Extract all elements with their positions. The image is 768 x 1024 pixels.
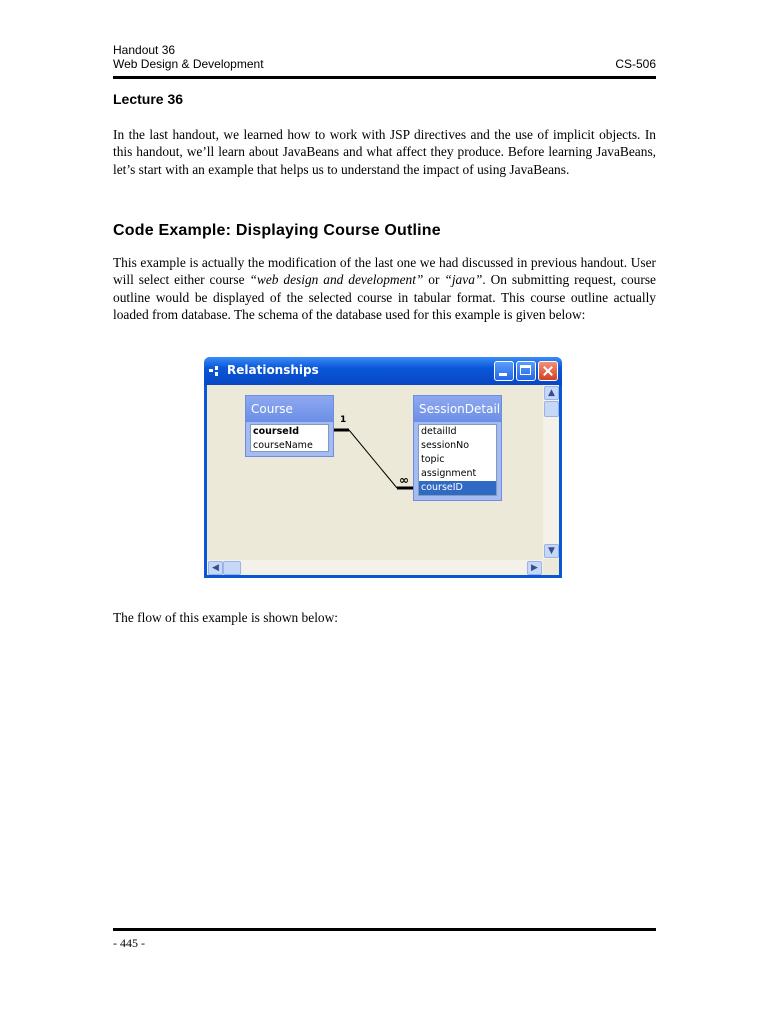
footer-rule: [113, 928, 656, 931]
scroll-right-icon[interactable]: ▶: [527, 561, 542, 575]
course-name-wdd: “web design and development”: [249, 272, 424, 288]
sessiondetail-field-topic[interactable]: topic: [421, 454, 445, 465]
many-side-label: ∞: [399, 473, 409, 487]
window-title: Relationships: [227, 363, 319, 377]
relationships-window: [204, 357, 562, 578]
course-name-java: “java”: [444, 272, 483, 288]
maximize-button[interactable]: [516, 361, 536, 381]
scroll-down-icon[interactable]: ▼: [544, 544, 559, 558]
example-text-2: or: [423, 272, 445, 288]
course-field-list: [250, 424, 329, 452]
intro-paragraph: In the last handout, we learned how to work with JSP directives and the use of implicit objects. In this handout, we’ll learn about JavaBeans and what affect they produce. Before learning JavaBeans, let’s start with an example that helps us to understand the impact of using JavaBeans.: [113, 127, 656, 177]
course-title: Web Design & Development: [113, 57, 264, 71]
sessiondetail-field-assignment[interactable]: assignment: [421, 468, 477, 479]
example-text-1: This example is actually the modification of the last one we had discussed in previous handout. User will select either course: [113, 255, 656, 288]
one-side-label: 1: [340, 415, 347, 425]
example-text-3: . On submitting request, course outline would be displayed of the selected course in tabular format. This course outline actually loaded from database. The schema of the database used for this example is given below:: [113, 272, 656, 323]
vertical-scrollbar[interactable]: [543, 385, 559, 559]
sessiondetail-field-list: [418, 424, 497, 496]
course-field-courseid[interactable]: courseId: [253, 426, 300, 437]
horizontal-scrollbar[interactable]: [207, 560, 543, 575]
scroll-left-icon[interactable]: ◀: [208, 561, 223, 575]
sessiondetail-table[interactable]: [413, 395, 502, 501]
example-paragraph: [113, 254, 656, 324]
course-code: CS-506: [615, 57, 656, 71]
lecture-title: Lecture 36: [113, 91, 184, 107]
sessiondetail-field-detailid[interactable]: detailId: [421, 426, 457, 437]
sessiondetail-table-title[interactable]: SessionDetail: [414, 396, 501, 422]
handout-number: Handout 36: [113, 43, 176, 57]
header-rule: [113, 76, 656, 79]
flow-paragraph: The flow of this example is shown below:: [113, 610, 338, 625]
page-number: - 445 -: [113, 936, 145, 950]
sessiondetail-field-courseid[interactable]: courseID: [419, 481, 496, 495]
course-field-coursename[interactable]: courseName: [253, 440, 313, 451]
minimize-button[interactable]: [494, 361, 514, 381]
course-table-title[interactable]: Course: [246, 396, 333, 422]
sessiondetail-field-sessionno[interactable]: sessionNo: [421, 440, 470, 451]
vertical-scroll-thumb[interactable]: [544, 401, 559, 417]
relationships-canvas[interactable]: [207, 385, 542, 559]
scroll-up-icon[interactable]: ▲: [544, 386, 559, 400]
window-titlebar[interactable]: [204, 357, 562, 385]
course-table[interactable]: [245, 395, 334, 457]
window-client-area: [207, 385, 559, 575]
section-heading: Code Example: Displaying Course Outline: [113, 222, 441, 239]
horizontal-scroll-thumb[interactable]: [223, 561, 241, 575]
page-header: [113, 43, 656, 71]
relationships-icon: [209, 366, 224, 376]
close-button[interactable]: [538, 361, 558, 381]
